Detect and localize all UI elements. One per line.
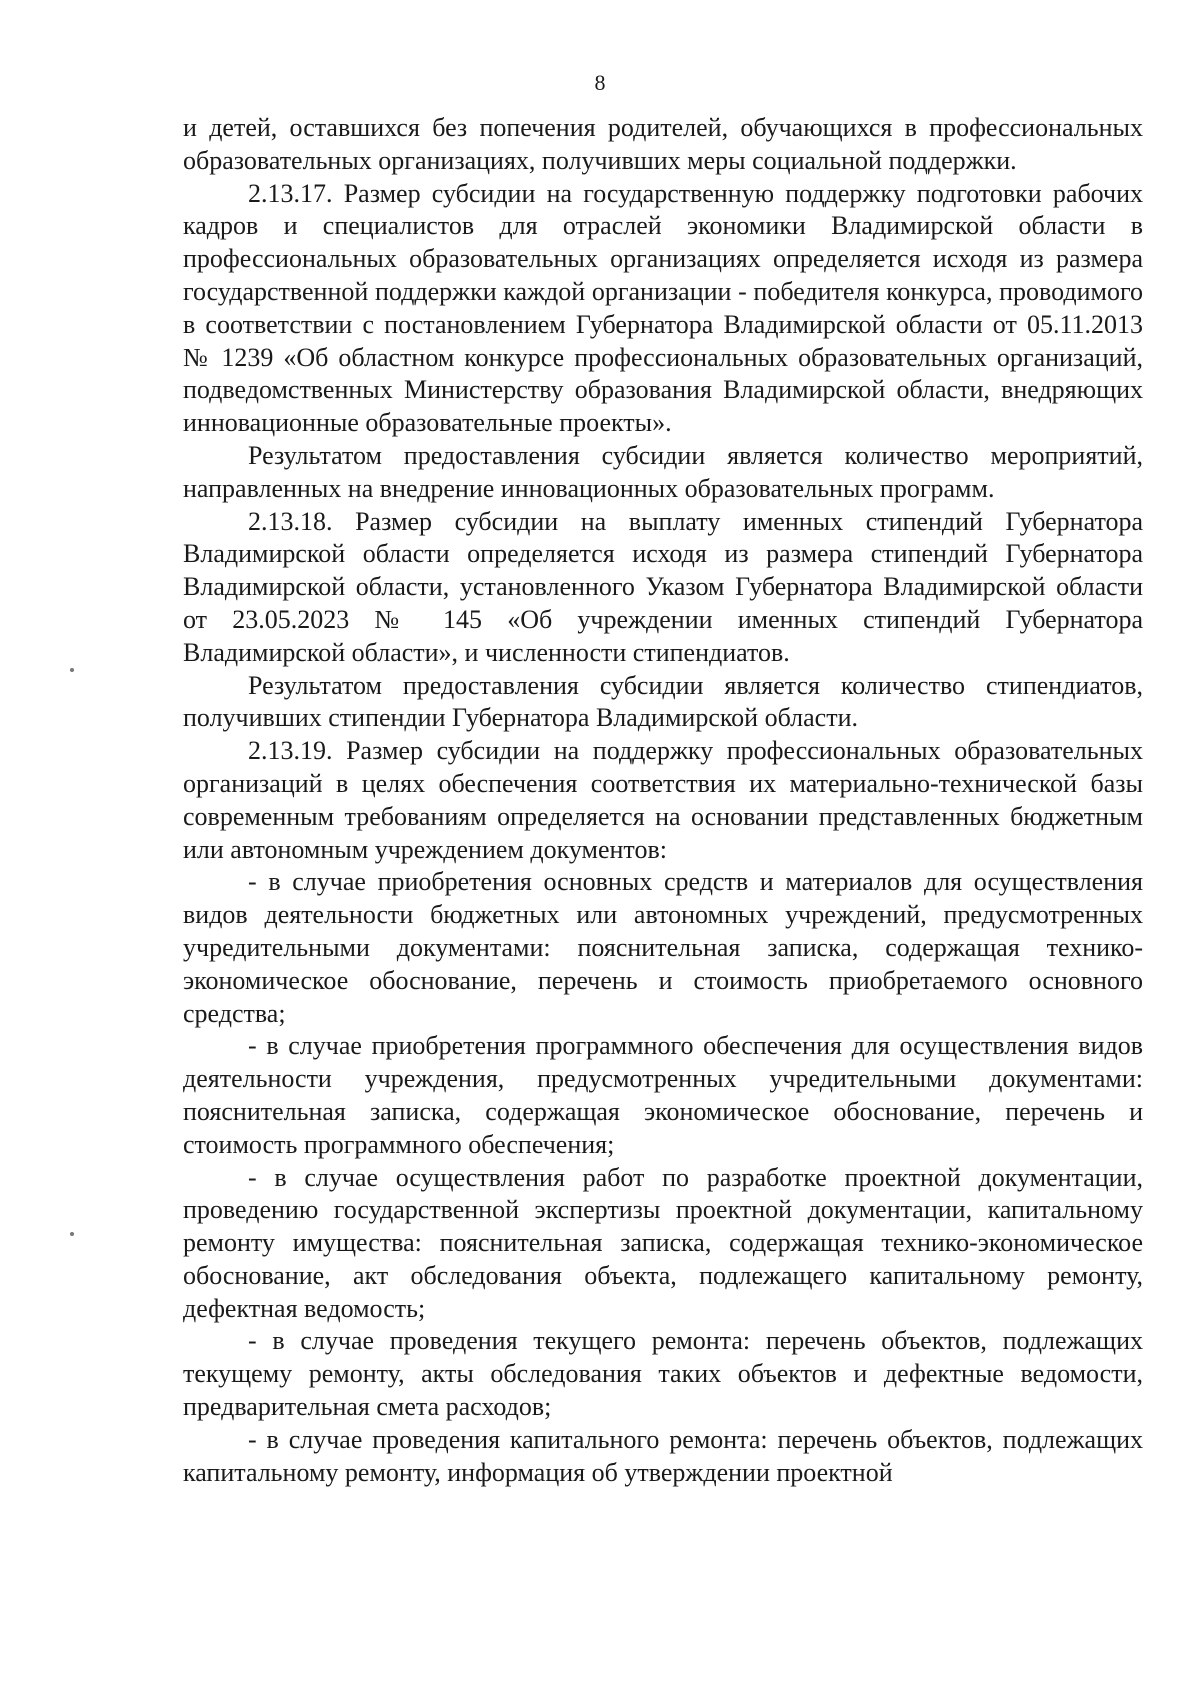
paragraph-result-2-13-18: Результатом предоставления субсидии является количество стипендиатов, получивших стипендии Губернатора Владимирской области. bbox=[183, 670, 1143, 733]
page-number: 8 bbox=[594, 70, 606, 95]
list-item-capital-repair: - в случае проведения капитального ремонта: перечень объектов, подлежащих капитальному ремонту, информация об утверждении проектной bbox=[183, 1424, 1143, 1487]
paragraph-2-13-18: 2.13.18. Размер субсидии на выплату именных стипендий Губернатора Владимирской области определяется исходя из размера стипендий Губернатора Владимирской области, установленного Указом Губернатора Владимирской области от 23.05.2023 № 145 «Об учреждении именных стипендий Губернатора Владимирской области», и численности стипендиатов. bbox=[183, 506, 1143, 667]
document-body bbox=[183, 112, 1143, 1489]
scan-speck bbox=[70, 668, 74, 672]
paragraph-continuation: и детей, оставшихся без попечения родителей, обучающихся в профессиональных образовательных организациях, получивших меры социальной поддержки. bbox=[183, 113, 1143, 175]
scan-speck bbox=[70, 1232, 74, 1236]
list-item-design-documentation: - в случае осуществления работ по разработке проектной документации, проведению государственной экспертизы проектной документации, капитальному ремонту имущества: пояснительная записка, содержащая технико-экономическое обоснование, акт обследования объекта, подлежащего капитальному ремонту, дефектная ведомость; bbox=[183, 1162, 1143, 1323]
list-item-current-repair: - в случае проведения текущего ремонта: перечень объектов, подлежащих текущему ремонту, акты обследования таких объектов и дефектные ведомости, предварительная смета расходов; bbox=[183, 1326, 1143, 1422]
paragraph-result-2-13-17: Результатом предоставления субсидии является количество мероприятий, направленных на внедрение инновационных образовательных программ. bbox=[183, 440, 1143, 503]
paragraph-2-13-17: 2.13.17. Размер субсидии на государственную поддержку подготовки рабочих кадров и специалистов для отраслей экономики Владимирской области в профессиональных образовательных организациях определяется исходя из размера государственной поддержки каждой организации - победителя конкурса, проводимого в соответствии с постановлением Губернатора Владимирской области от 05.11.2013 № 1239 «Об областном конкурсе профессиональных образовательных организаций, подведомственных Министерству образования Владимирской области, внедряющих инновационные образовательные проекты». bbox=[183, 178, 1143, 438]
list-item-fixed-assets: - в случае приобретения основных средств и материалов для осуществления видов деятельности бюджетных или автономных учреждений, предусмотренных учредительными документами: пояснительная записка, содержащая технико-экономическое обоснование, перечень и стоимость приобретаемого основного средства; bbox=[183, 867, 1143, 1028]
paragraph-2-13-19: 2.13.19. Размер субсидии на поддержку профессиональных образовательных организаций в целях обеспечения соответствия их материально-технической базы современным требованиям определяется на основании представленных бюджетным или автономным учреждением документов: bbox=[183, 736, 1143, 864]
list-item-software: - в случае приобретения программного обеспечения для осуществления видов деятельности учреждения, предусмотренных учредительными документами: пояснительная записка, содержащая экономическое обоснование, перечень и стоимость программного обеспечения; bbox=[183, 1031, 1143, 1159]
